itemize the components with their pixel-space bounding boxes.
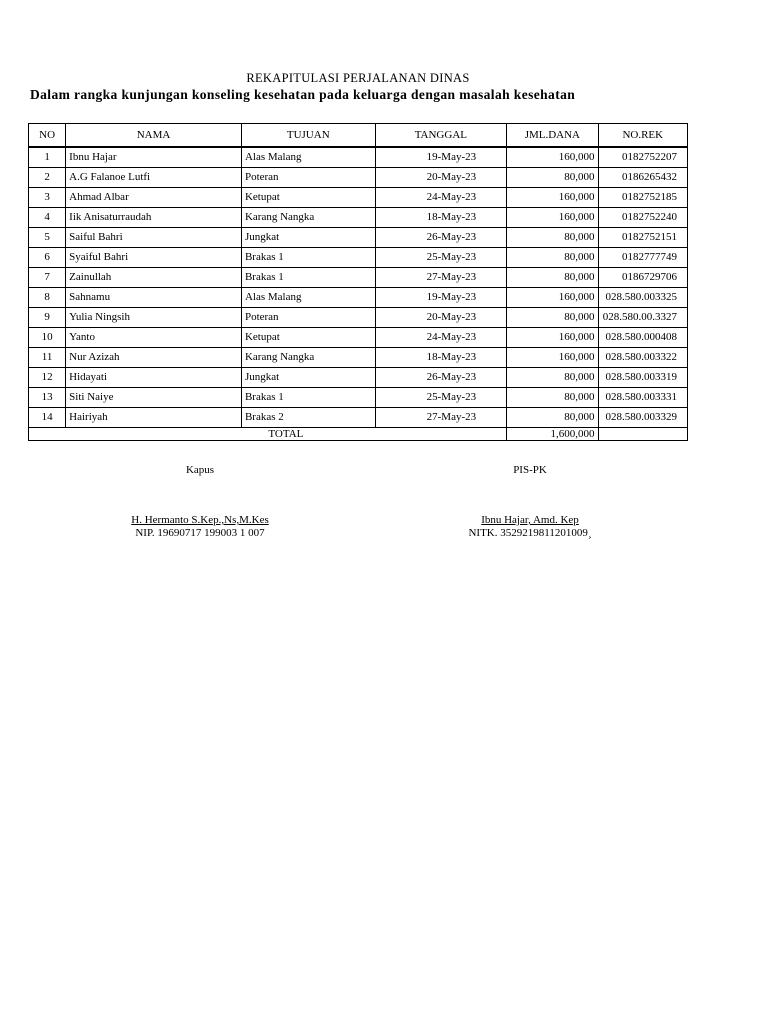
cell-tujuan: Brakas 1 <box>241 248 375 268</box>
cell-jml-dana: 80,000 <box>507 408 598 428</box>
cell-no: 10 <box>29 328 66 348</box>
signature-role: PIS-PK <box>513 464 547 476</box>
document-subtitle: Dalam rangka kunjungan konseling kesehatan pada keluarga dengan masalah kesehatan <box>30 87 576 102</box>
cell-nama: Saiful Bahri <box>66 228 242 248</box>
cell-tanggal: 24-May-23 <box>375 328 507 348</box>
table-row <box>29 408 688 428</box>
cell-no: 12 <box>29 368 66 388</box>
cell-jml-dana: 80,000 <box>507 368 598 388</box>
cell-tanggal: 19-May-23 <box>375 288 507 308</box>
cell-no: 6 <box>29 248 66 268</box>
signature-role: Kapus <box>185 464 215 476</box>
cell-tujuan: Alas Malang <box>241 147 375 168</box>
cell-nama: Yulia Ningsih <box>66 308 242 328</box>
cell-tanggal: 18-May-23 <box>375 208 507 228</box>
cell-tanggal: 18-May-23 <box>375 348 507 368</box>
header-jml-dana: JML.DANA <box>507 124 598 148</box>
table-header-row <box>29 124 688 148</box>
table-row <box>29 208 688 228</box>
header-no-rek: NO.REK <box>598 124 687 148</box>
table-row <box>29 168 688 188</box>
header-tanggal: TANGGAL <box>375 124 507 148</box>
cell-tanggal: 26-May-23 <box>375 368 507 388</box>
cell-no: 5 <box>29 228 66 248</box>
cell-jml-dana: 160,000 <box>507 288 598 308</box>
table-row <box>29 288 688 308</box>
header-no: NO <box>29 124 66 148</box>
header-nama: NAMA <box>66 124 242 148</box>
cell-tujuan: Ketupat <box>241 188 375 208</box>
cell-nama: Sahnamu <box>66 288 242 308</box>
cell-tujuan: Karang Nangka <box>241 348 375 368</box>
cell-no: 1 <box>29 147 66 168</box>
total-spacer <box>29 428 66 441</box>
table-row <box>29 248 688 268</box>
cell-jml-dana: 160,000 <box>507 208 598 228</box>
total-value: 1,600,000 <box>507 428 598 441</box>
table-row <box>29 147 688 168</box>
cell-no-rek: 028.580.003319 <box>598 368 687 388</box>
document-title: REKAPITULASI PERJALANAN DINAS <box>246 71 470 85</box>
cell-no: 14 <box>29 408 66 428</box>
cell-tanggal: 27-May-23 <box>375 268 507 288</box>
cell-jml-dana: 160,000 <box>507 147 598 168</box>
cell-tanggal: 25-May-23 <box>375 388 507 408</box>
cell-no: 8 <box>29 288 66 308</box>
cell-nama: Ibnu Hajar <box>66 147 242 168</box>
cell-nama: Ahmad Albar <box>66 188 242 208</box>
table-row <box>29 328 688 348</box>
signature-id: NIP. 19690717 199003 1 007 <box>135 527 265 539</box>
cell-no: 2 <box>29 168 66 188</box>
cell-no-rek: 028.580.003329 <box>598 408 687 428</box>
table-row <box>29 308 688 328</box>
cell-no-rek: 028.580.003322 <box>598 348 687 368</box>
cell-no-rek: 0182752240 <box>598 208 687 228</box>
cell-tanggal: 19-May-23 <box>375 147 507 168</box>
cell-tujuan: Ketupat <box>241 328 375 348</box>
cell-tujuan: Karang Nangka <box>241 208 375 228</box>
cell-no-rek: 0182752207 <box>598 147 687 168</box>
cell-no-rek: 0186265432 <box>598 168 687 188</box>
cell-no-rek: 028.580.003325 <box>598 288 687 308</box>
cell-tanggal: 27-May-23 <box>375 408 507 428</box>
total-row <box>29 428 688 441</box>
cell-no: 4 <box>29 208 66 228</box>
cell-jml-dana: 80,000 <box>507 308 598 328</box>
cell-tanggal: 20-May-23 <box>375 168 507 188</box>
cell-nama: Zainullah <box>66 268 242 288</box>
cell-tujuan: Brakas 1 <box>241 268 375 288</box>
cell-jml-dana: 160,000 <box>507 188 598 208</box>
cell-nama: Yanto <box>66 328 242 348</box>
cell-no: 13 <box>29 388 66 408</box>
table-row <box>29 388 688 408</box>
table-row <box>29 188 688 208</box>
signature-name: Ibnu Hajar, Amd. Kep <box>481 514 579 526</box>
cell-tujuan: Brakas 1 <box>241 388 375 408</box>
recap-table <box>28 123 688 441</box>
cell-tujuan: Jungkat <box>241 368 375 388</box>
table-row <box>29 268 688 288</box>
cell-no-rek: 028.580.003331 <box>598 388 687 408</box>
cell-tanggal: 25-May-23 <box>375 248 507 268</box>
cell-jml-dana: 80,000 <box>507 248 598 268</box>
signature-name: H. Hermanto S.Kep.,Ns,M.Kes <box>131 514 269 526</box>
table-row <box>29 368 688 388</box>
cell-jml-dana: 160,000 <box>507 328 598 348</box>
cell-nama: Hidayati <box>66 368 242 388</box>
cell-nama: Iik Anisaturraudah <box>66 208 242 228</box>
signature-id: NITK. 3529219811201009¸ <box>468 527 592 539</box>
cell-nama: Nur Azizah <box>66 348 242 368</box>
cell-no-rek: 0182752151 <box>598 228 687 248</box>
cell-nama: Siti Naiye <box>66 388 242 408</box>
cell-nama: A.G Falanoe Lutfi <box>66 168 242 188</box>
cell-tujuan: Alas Malang <box>241 288 375 308</box>
cell-tujuan: Poteran <box>241 308 375 328</box>
cell-no: 9 <box>29 308 66 328</box>
cell-tanggal: 24-May-23 <box>375 188 507 208</box>
cell-tujuan: Brakas 2 <box>241 408 375 428</box>
cell-no-rek: 0182752185 <box>598 188 687 208</box>
cell-no-rek: 028.580.00.3327 <box>598 308 687 328</box>
total-label: TOTAL <box>66 428 507 441</box>
cell-jml-dana: 80,000 <box>507 268 598 288</box>
total-rek-empty <box>598 428 687 441</box>
cell-tujuan: Jungkat <box>241 228 375 248</box>
cell-no: 11 <box>29 348 66 368</box>
cell-nama: Syaiful Bahri <box>66 248 242 268</box>
cell-no: 3 <box>29 188 66 208</box>
cell-tanggal: 20-May-23 <box>375 308 507 328</box>
cell-no-rek: 0182777749 <box>598 248 687 268</box>
cell-no: 7 <box>29 268 66 288</box>
cell-no-rek: 0186729706 <box>598 268 687 288</box>
cell-no-rek: 028.580.000408 <box>598 328 687 348</box>
header-tujuan: TUJUAN <box>241 124 375 148</box>
cell-nama: Hairiyah <box>66 408 242 428</box>
table-row <box>29 348 688 368</box>
cell-tanggal: 26-May-23 <box>375 228 507 248</box>
cell-jml-dana: 80,000 <box>507 388 598 408</box>
table-row <box>29 228 688 248</box>
cell-jml-dana: 80,000 <box>507 168 598 188</box>
cell-tujuan: Poteran <box>241 168 375 188</box>
cell-jml-dana: 160,000 <box>507 348 598 368</box>
cell-jml-dana: 80,000 <box>507 228 598 248</box>
